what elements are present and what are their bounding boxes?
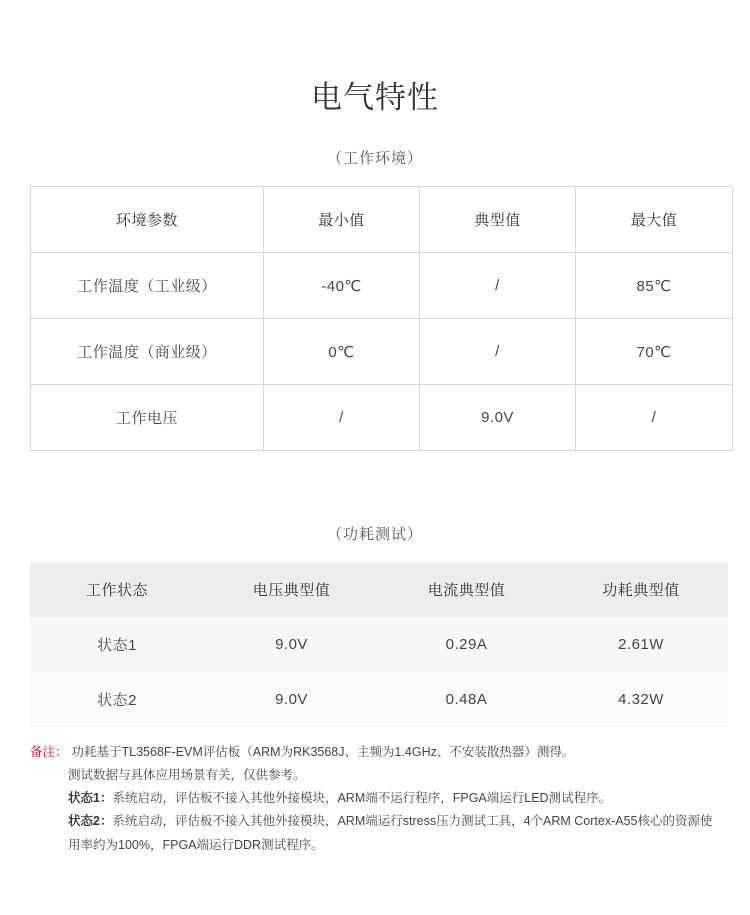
note-state2-text: 系统启动，评估板不接入其他外接模块，ARM端运行stress压力测试工具，4个ARM Cortex-A55核心的资源使用率约为100%，FPGA端运行DDR测试程序。 [68, 814, 713, 852]
table-cell: 4.32W [554, 672, 728, 727]
table-cell: 70℃ [576, 319, 733, 385]
note-state1-text: 系统启动，评估板不接入其他外接模块，ARM端不运行程序，FPGA端运行LED测试程序。 [112, 791, 612, 806]
table-cell: 工作电压 [31, 385, 264, 451]
table-cell: 工作温度（工业级） [31, 253, 264, 319]
table-cell: 85℃ [576, 253, 733, 319]
table-row [30, 617, 728, 672]
table-cell: 9.0V [204, 672, 379, 727]
section-caption-power: （功耗测试） [326, 526, 423, 543]
notes-label: 备注： [30, 745, 68, 759]
power-table-wrapper [0, 562, 750, 727]
table-header-cell: 最小值 [264, 187, 420, 253]
table-cell: 0.48A [379, 672, 554, 727]
table-header-cell: 最大值 [576, 187, 733, 253]
notes-block [0, 741, 750, 857]
table-cell: 工作温度（商业级） [31, 319, 264, 385]
table-cell: 0℃ [264, 319, 420, 385]
table-row [30, 672, 728, 727]
table-row [31, 319, 733, 385]
table-header-cell: 电压典型值 [204, 562, 379, 617]
note-first-row [30, 741, 720, 764]
note-line-2: 测试数据与具体应用场景有关，仅供参考。 [68, 768, 306, 783]
table-header-row [31, 187, 733, 253]
table-cell: / [420, 319, 576, 385]
note-line-3 [30, 787, 720, 810]
table-cell: 9.0V [420, 385, 576, 451]
table-cell: / [420, 253, 576, 319]
environment-table [30, 186, 733, 451]
table-row [31, 253, 733, 319]
table-cell: 状态1 [30, 617, 204, 672]
table-cell: 2.61W [554, 617, 728, 672]
page-title: 电气特性 [311, 80, 439, 115]
table-cell: -40℃ [264, 253, 420, 319]
table-cell: / [576, 385, 733, 451]
power-table [30, 562, 728, 727]
note-line-1: 功耗基于TL3568F-EVM评估板（ARM为RK3568J、主频为1.4GHz、不安装散热器）测得。 [71, 745, 575, 759]
table-row [31, 385, 733, 451]
table-header-cell: 电流典型值 [379, 562, 554, 617]
table-header-row [30, 562, 728, 617]
note-line-4 [30, 810, 720, 856]
environment-table-wrapper [0, 186, 750, 451]
section-caption-environment: （工作环境） [326, 150, 423, 167]
table-header-cell: 环境参数 [31, 187, 264, 253]
table-header-cell: 功耗典型值 [554, 562, 728, 617]
table-header-cell: 工作状态 [30, 562, 204, 617]
table-header-cell: 典型值 [420, 187, 576, 253]
note-state1-label: 状态1： [68, 791, 113, 806]
note-state2-label: 状态2： [68, 814, 113, 829]
table-cell: 0.29A [379, 617, 554, 672]
table-cell: / [264, 385, 420, 451]
table-cell: 状态2 [30, 672, 204, 727]
table-cell: 9.0V [204, 617, 379, 672]
